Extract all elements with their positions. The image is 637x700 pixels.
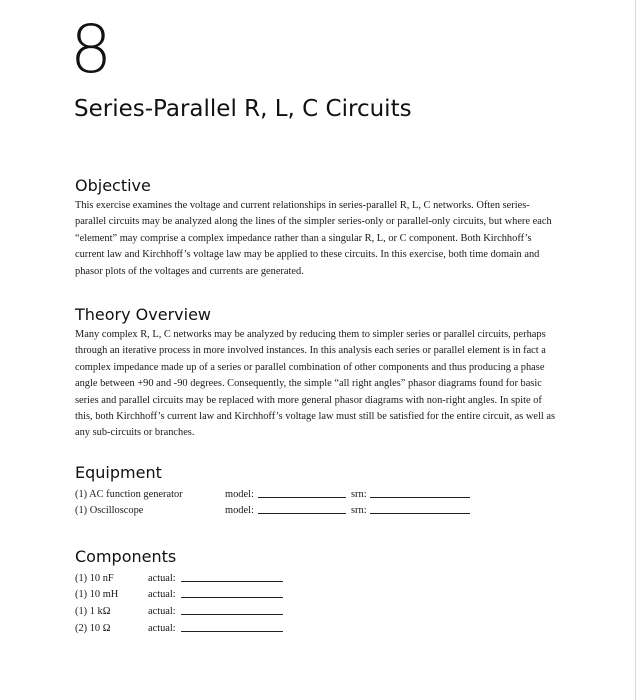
component-name: (1) 10 nF (75, 573, 114, 584)
component-name: (1) 10 mH (75, 589, 119, 600)
chapter-title: Series-Parallel R, L, C Circuits (74, 96, 412, 122)
actual-label: actual: (148, 589, 176, 600)
model-label: model: (225, 505, 254, 516)
srn-label: srn: (351, 489, 367, 500)
actual-blank[interactable] (181, 571, 283, 582)
objective-heading: Objective (75, 176, 151, 195)
actual-blank[interactable] (181, 604, 283, 615)
model-label: model: (225, 489, 254, 500)
actual-blank[interactable] (181, 621, 283, 632)
component-name: (2) 10 Ω (75, 623, 111, 634)
actual-label: actual: (148, 606, 176, 617)
components-heading: Components (75, 547, 177, 566)
theory-text: Many complex R, L, C networks may be analyzed by reducing them to simpler series or parallel circuits, perhaps through an iterative process in more involved instances. In this analysis each series or parallel element is in fact a complex impedance made up of a series or parallel combination of other components and thus producing a phase angle between +90 and -90 degrees. Consequently, the simple “all right angles” phasor diagrams found for basic series and parallel circuits may be replaced with more general phasor diagrams with non-right angles. In spite of this, both Kirchhoff’s current law and Kirchhoff’s voltage law must still be satisfied for the entire circuit, as well as any sub-circuits or branches. (75, 329, 556, 439)
equipment-name: (1) Oscilloscope (75, 505, 144, 516)
srn-blank[interactable] (370, 487, 470, 498)
model-blank[interactable] (258, 503, 346, 514)
srn-blank[interactable] (370, 503, 470, 514)
model-blank[interactable] (258, 487, 346, 498)
actual-label: actual: (148, 573, 176, 584)
theory-heading: Theory Overview (75, 305, 212, 324)
srn-label: srn: (351, 505, 367, 516)
component-name: (1) 1 kΩ (75, 606, 111, 617)
actual-blank[interactable] (181, 587, 283, 598)
equipment-name: (1) AC function generator (75, 489, 183, 500)
actual-label: actual: (148, 623, 176, 634)
equipment-heading: Equipment (75, 463, 162, 482)
objective-text: This exercise examines the voltage and current relationships in series-parallel R, L, C networks. Often series-parallel circuits may be analyzed along the lines of the simpler series-only or parallel-only circuits, but where each “element” may comprise a complex impedance rather than a singular R, L, or C component. Both Kirchhoff’s current law and Kirchhoff’s voltage law may be applied to these circuits. In this exercise, both time domain and phasor plots of the voltages and currents are generated. (75, 200, 552, 277)
chapter-number: 8 (70, 11, 112, 88)
